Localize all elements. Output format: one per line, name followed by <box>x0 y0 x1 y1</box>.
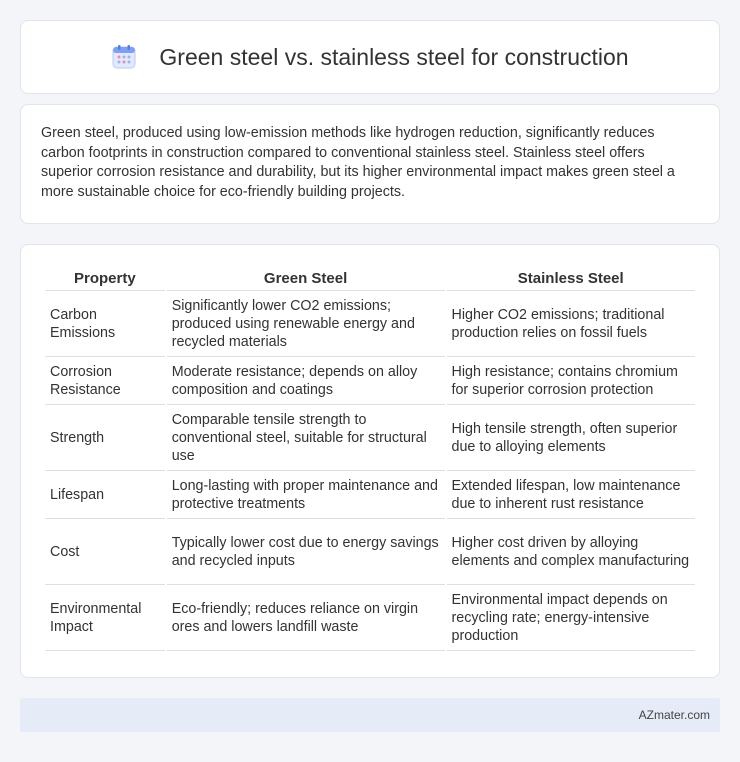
summary-card <box>20 104 720 224</box>
green-steel-cell: Typically lower cost due to energy savings and recycled inputs <box>167 519 445 585</box>
green-steel-cell: Long-lasting with proper maintenance and protective treatments <box>167 471 445 519</box>
stainless-steel-cell: High tensile strength, often superior due to alloying elements <box>447 405 696 471</box>
green-steel-cell: Significantly lower CO2 emissions; produced using renewable energy and recycled materials <box>167 291 445 357</box>
header-stainless-steel: Stainless Steel <box>447 265 696 291</box>
summary-text: Green steel, produced using low-emission methods like hydrogen reduction, significantly reduces carbon footprints in construction compared to conventional stainless steel. Stainless steel offers superior corrosion resistance and durability, but its higher environmental impact makes green steel a more sustainable choice for eco-friendly building projects. <box>41 125 675 200</box>
green-steel-cell: Eco-friendly; reduces reliance on virgin ores and lowers landfill waste <box>167 585 445 651</box>
table-row <box>45 291 695 357</box>
comparison-table-card <box>20 244 720 678</box>
green-steel-cell: Comparable tensile strength to conventional steel, suitable for structural use <box>167 405 445 471</box>
header-green-steel: Green Steel <box>167 265 445 291</box>
calendar-icon <box>111 44 137 70</box>
page-title: Green steel vs. stainless steel for construction <box>159 43 629 70</box>
title-card <box>20 20 720 94</box>
stainless-steel-cell: High resistance; contains chromium for superior corrosion protection <box>447 357 696 405</box>
stainless-steel-cell: Higher CO2 emissions; traditional production relies on fossil fuels <box>447 291 696 357</box>
table-row <box>45 357 695 405</box>
table-row <box>45 405 695 471</box>
stainless-steel-cell: Higher cost driven by alloying elements and complex manufacturing <box>447 519 696 585</box>
footer <box>20 698 720 732</box>
property-cell: Environmental Impact <box>45 585 165 651</box>
header-property: Property <box>45 265 165 291</box>
table-row <box>45 519 695 585</box>
property-cell: Cost <box>45 519 165 585</box>
property-cell: Lifespan <box>45 471 165 519</box>
table-header-row <box>45 265 695 291</box>
property-cell: Strength <box>45 405 165 471</box>
property-cell: Corrosion Resistance <box>45 357 165 405</box>
footer-brand[interactable]: AZmater.com <box>638 708 710 722</box>
property-cell: Carbon Emissions <box>45 291 165 357</box>
table-row <box>45 585 695 651</box>
comparison-table <box>43 265 697 651</box>
stainless-steel-cell: Environmental impact depends on recycling rate; energy-intensive production <box>447 585 696 651</box>
stainless-steel-cell: Extended lifespan, low maintenance due to inherent rust resistance <box>447 471 696 519</box>
table-row <box>45 471 695 519</box>
green-steel-cell: Moderate resistance; depends on alloy composition and coatings <box>167 357 445 405</box>
